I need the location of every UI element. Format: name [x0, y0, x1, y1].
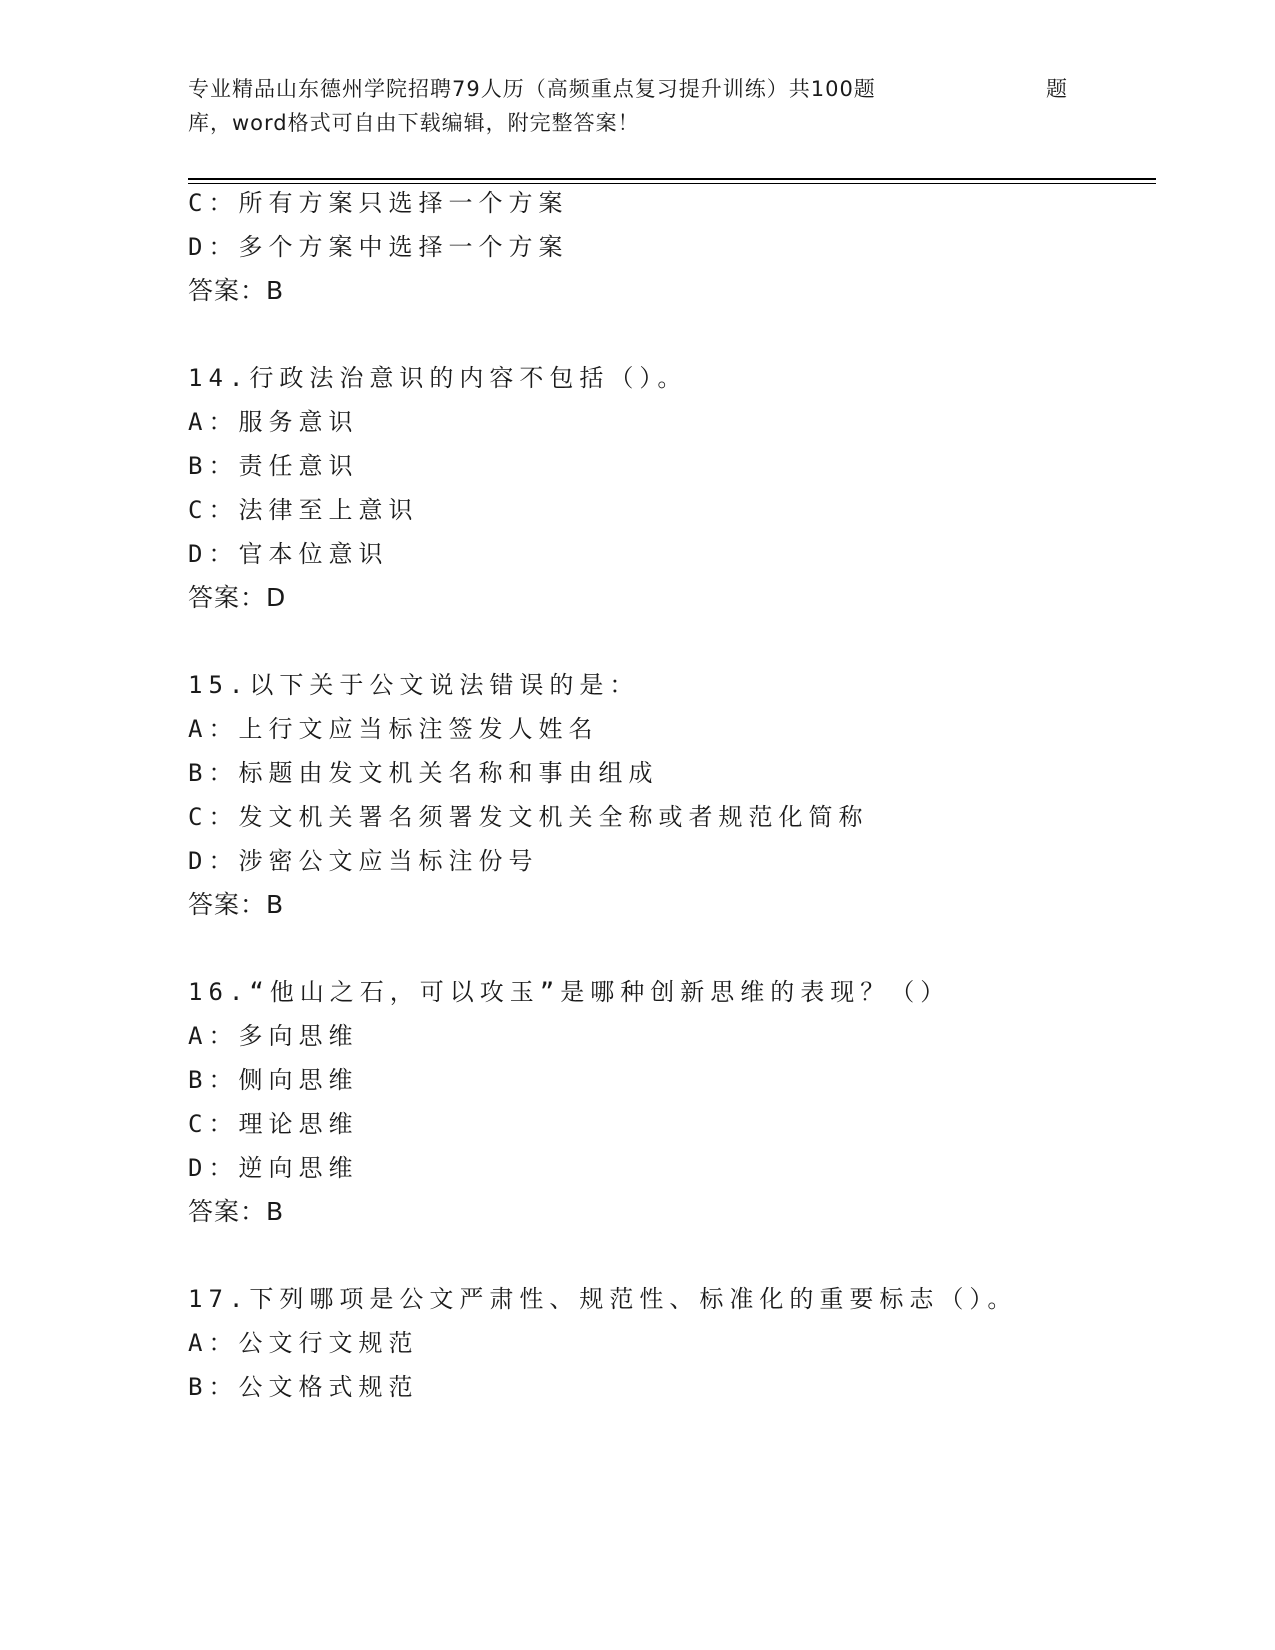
q17-option-b: B：公文格式规范 — [188, 1373, 419, 1401]
document-header-tail: 题 — [1046, 77, 1067, 101]
q13-option-c: C：所有方案只选择一个方案 — [188, 189, 569, 217]
q16-option-c: C：理论思维 — [188, 1110, 359, 1138]
q15-option-b: B：标题由发文机关名称和事由组成 — [188, 759, 659, 787]
q15-option-c: C：发文机关署名须署发文机关全称或者规范化简称 — [188, 803, 869, 831]
q17-option-a: A：公文行文规范 — [188, 1329, 419, 1357]
q15-stem: 15.以下关于公文说法错误的是： — [188, 671, 640, 699]
document-header-line-1: 专业精品山东德州学院招聘79人历（高频重点复习提升训练）共100题 — [188, 77, 876, 101]
q14-option-c: C：法律至上意识 — [188, 496, 419, 524]
q16-option-d: D：逆向思维 — [188, 1154, 359, 1182]
q14-stem: 14.行政法治意识的内容不包括（）。 — [188, 364, 688, 392]
header-divider-thick — [188, 178, 1156, 180]
q13-answer: 答案：B — [188, 276, 285, 305]
document-header-line-2: 库，word格式可自由下载编辑，附完整答案！ — [188, 111, 640, 135]
header-divider-thin — [188, 183, 1156, 184]
q16-option-a: A：多向思维 — [188, 1022, 359, 1050]
q15-option-d: D：涉密公文应当标注份号 — [188, 847, 539, 875]
q15-answer: 答案：B — [188, 890, 285, 919]
q17-stem: 17.下列哪项是公文严肃性、规范性、标准化的重要标志（）。 — [188, 1285, 1018, 1313]
q13-option-d: D：多个方案中选择一个方案 — [188, 233, 569, 261]
q14-option-a: A：服务意识 — [188, 408, 359, 436]
q16-answer: 答案：B — [188, 1197, 285, 1226]
q16-option-b: B：侧向思维 — [188, 1066, 359, 1094]
q14-answer: 答案：D — [188, 583, 287, 612]
q14-option-d: D：官本位意识 — [188, 540, 389, 568]
q16-stem: 16.“他山之石，可以攻玉”是哪种创新思维的表现？（） — [188, 978, 951, 1006]
q15-option-a: A：上行文应当标注签发人姓名 — [188, 715, 599, 743]
q14-option-b: B：责任意识 — [188, 452, 359, 480]
